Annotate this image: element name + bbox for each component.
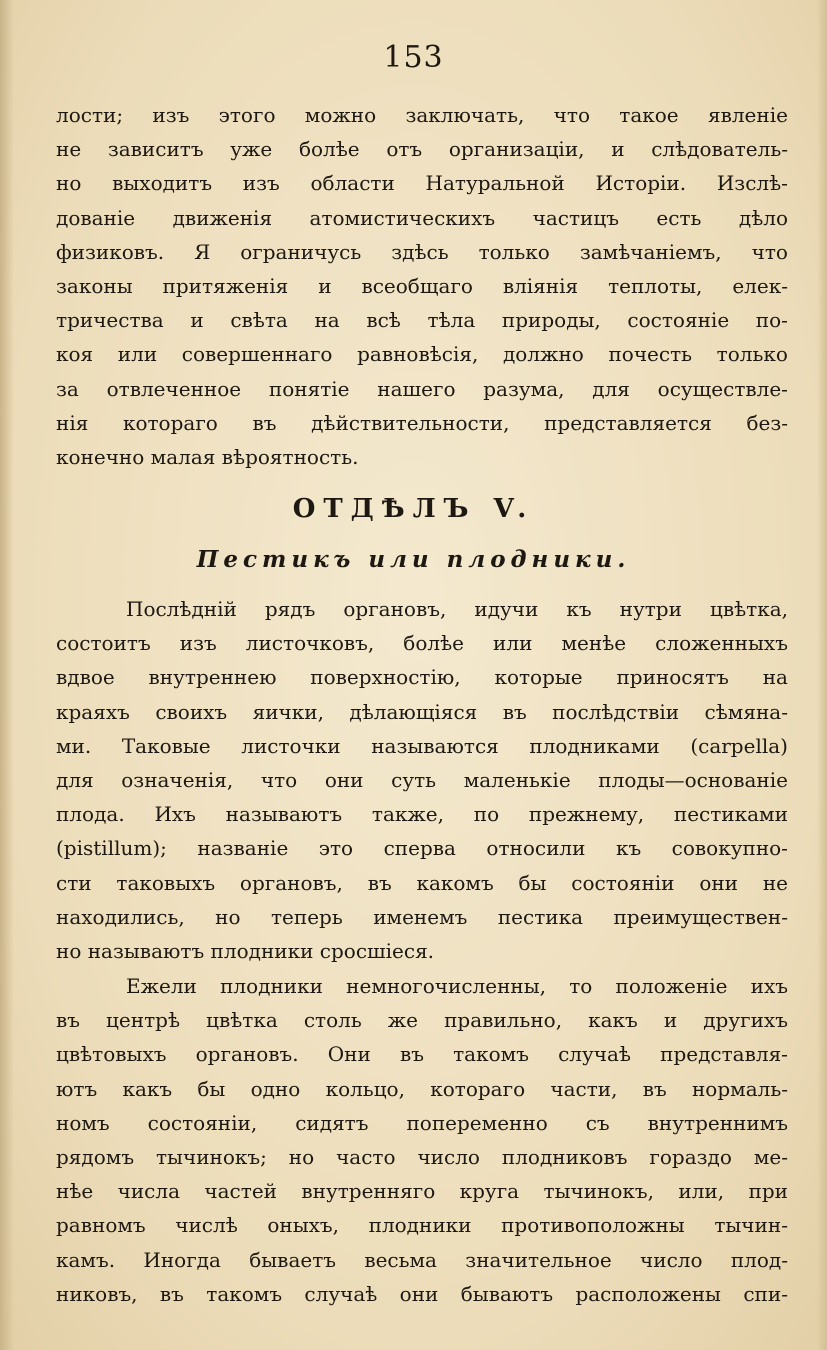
text-line: Ежели плодники немногочисленны, то положеніе ихъ bbox=[126, 974, 788, 998]
text-line: конечно малая вѣроятность. bbox=[56, 444, 359, 469]
text-line: ми. Таковые листочки называются плодниками (carpella) bbox=[56, 733, 788, 758]
text-line: тричества и свѣта на всѣ тѣла природы, состояніе по- bbox=[56, 308, 788, 333]
text-line: Послѣдній рядъ органовъ, идучи къ нутри цвѣтка, bbox=[126, 597, 788, 621]
text-line: номъ состояніи, сидятъ попеременно съ внутреннимъ bbox=[56, 1110, 788, 1135]
page-number: 153 bbox=[383, 40, 444, 75]
text-line: законы притяженія и всеобщаго вліянія теплоты, елек- bbox=[56, 273, 788, 298]
text-line: состоитъ изъ листочковъ, болѣе или менѣе сложенныхъ bbox=[56, 631, 788, 656]
text-line: цвѣтовыхъ органовъ. Они въ такомъ случаѣ представля- bbox=[56, 1042, 788, 1067]
text-line: физиковъ. Я ограничусь здѣсь только замѣчаніемъ, что bbox=[56, 239, 788, 264]
text-line: (pistillum); названіе это сперва относили къ совокупно- bbox=[56, 836, 788, 861]
text-line: нѣе числа частей внутренняго круга тычинокъ, или, при bbox=[56, 1179, 788, 1204]
text-line: но выходитъ изъ области Натуральной Исторіи. Изслѣ- bbox=[56, 171, 788, 196]
text-line: дованіе движенія атомистическихъ частицъ есть дѣло bbox=[56, 205, 788, 230]
text-line: не зависитъ уже болѣе отъ организаціи, и слѣдователь- bbox=[56, 137, 788, 162]
paragraph-2 bbox=[56, 592, 788, 968]
page-right-edge bbox=[817, 0, 827, 1350]
section-subheading: Пестикъ или плодники. bbox=[196, 546, 631, 573]
text-line: лости; изъ этого можно заключать, что такое явленіе bbox=[56, 103, 788, 127]
text-line: коя или совершеннаго равновѣсія, должно почесть только bbox=[56, 342, 788, 367]
text-line: нія котораго въ дѣйствительности, представляется без- bbox=[56, 410, 788, 435]
text-line: рядомъ тычинокъ; но часто число плодниковъ гораздо ме- bbox=[56, 1144, 788, 1169]
text-line: камъ. Иногда бываетъ весьма значительное число плод- bbox=[56, 1247, 788, 1272]
text-line: находились, но теперь именемъ пестика преимуществен- bbox=[56, 904, 788, 929]
text-line: вдвое внутреннею поверхностію, которые приносятъ на bbox=[56, 665, 788, 690]
text-line: ютъ какъ бы одно кольцо, котораго части, въ нормаль- bbox=[56, 1076, 788, 1101]
paragraph-1 bbox=[56, 98, 788, 474]
section-heading: ОТДѢЛЪ V. bbox=[292, 494, 535, 524]
paragraph-3 bbox=[56, 969, 788, 1311]
text-line: для означенія, что они суть маленькіе плоды—основаніе bbox=[56, 767, 788, 792]
text-line: никовъ, въ такомъ случаѣ они бываютъ расположены спи- bbox=[56, 1281, 788, 1306]
page-left-edge bbox=[0, 0, 14, 1350]
text-line: за отвлеченное понятіе нашего разума, для осуществле- bbox=[56, 376, 788, 401]
text-line: равномъ числѣ оныхъ, плодники противоположны тычин- bbox=[56, 1213, 788, 1238]
text-line: краяхъ своихъ яички, дѣлающіяся въ послѣдствіи сѣмяна- bbox=[56, 699, 788, 724]
text-line: плода. Ихъ называютъ также, по прежнему, пестиками bbox=[56, 802, 788, 827]
text-line: но называютъ плодники сросшіеся. bbox=[56, 938, 435, 963]
text-line: сти таковыхъ органовъ, въ какомъ бы состояніи они не bbox=[56, 870, 788, 895]
text-line: въ центрѣ цвѣтка столь же правильно, какъ и другихъ bbox=[56, 1008, 788, 1033]
